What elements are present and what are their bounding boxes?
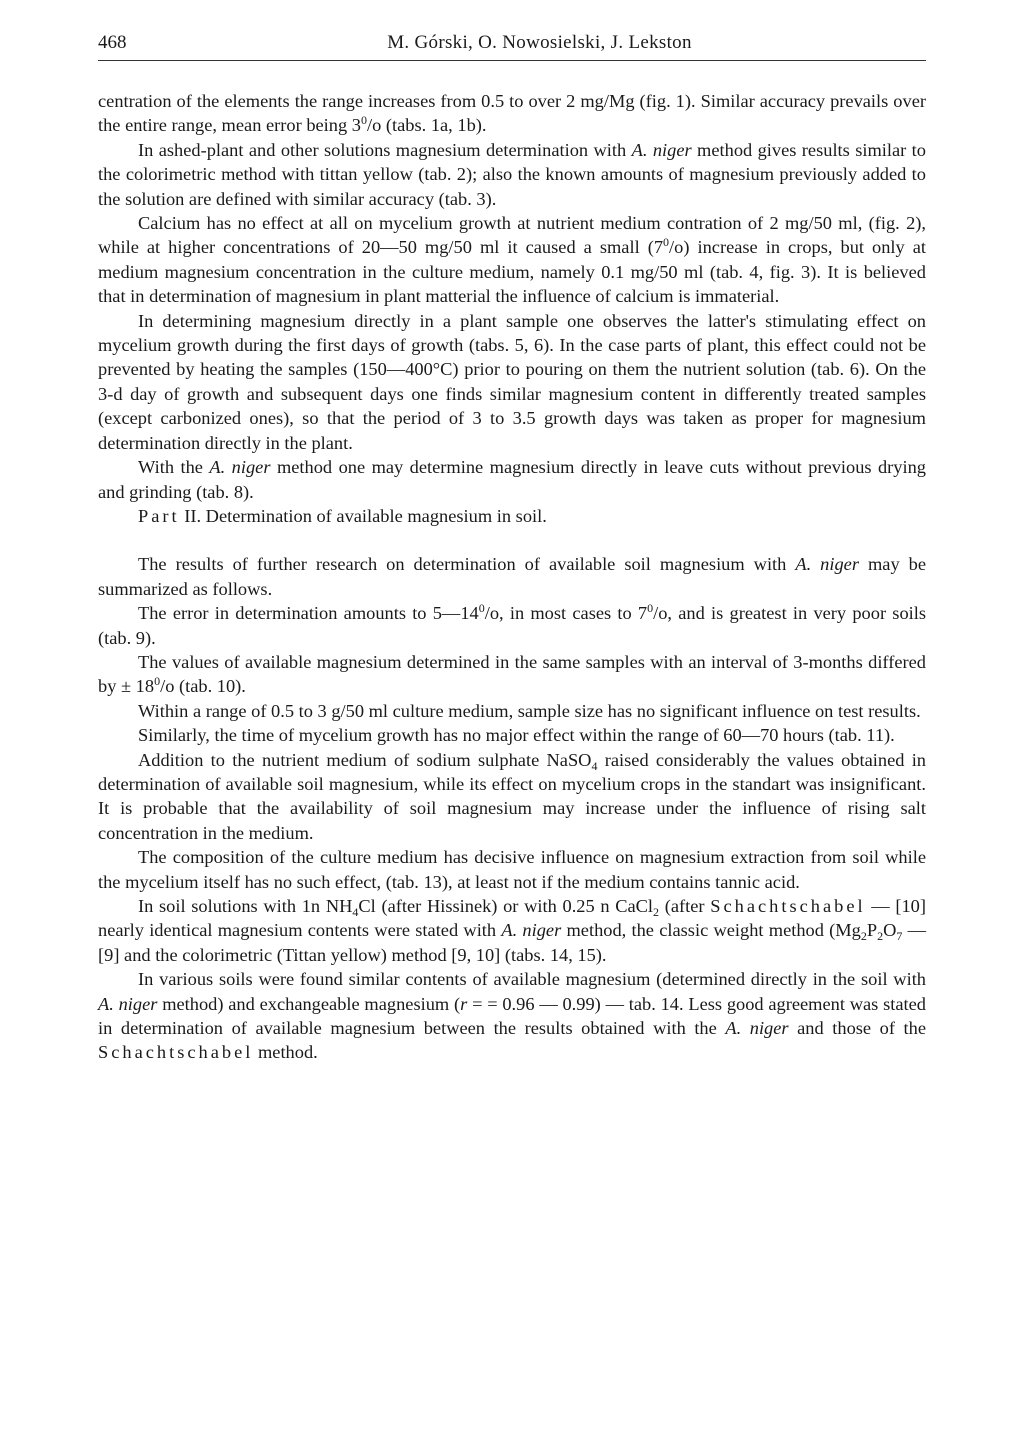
text-segment: With the bbox=[138, 457, 210, 478]
text-segment: Within a range of 0.5 to 3 g/50 ml culture medium, sample size has no significant influence on test results. bbox=[138, 700, 921, 721]
text-segment: method gives results similar to the colorimetric method with tittan yellow (tab. 2); also the known amounts of magnesium previously added to the solution are defined with similar accuracy (tab. 3). bbox=[98, 139, 926, 209]
running-head-authors: M. Górski, O. Nowosielski, J. Lekston bbox=[387, 32, 692, 53]
text-segment: P bbox=[866, 920, 878, 941]
paragraph bbox=[98, 309, 926, 455]
text-segment: In determining magnesium directly in a plant sample one observes the latter's stimulating effect on mycelium growth during the first days of growth (tabs. 5, 6). In the case parts of plant, this effect could not be prevented by heating the samples (150—400°C) prior to pouring on them the nutrient solution (tab. 6). On the 3-d day of growth and subsequent days one finds similar magnesium content in differently treated samples (except carbonized ones), so that the period of 3 to 3.5 growth days was taken as proper for magnesium determination directly in the plant. bbox=[98, 310, 926, 453]
article-body bbox=[98, 89, 926, 1065]
section-title: II. Determination of available magnesium in soil. bbox=[179, 505, 547, 526]
paragraph bbox=[98, 967, 926, 1065]
text-segment: = = 0.96 — 0.99) — tab. 14. Less good agreement was stated in determination of available magnesium between the results obtained with the bbox=[98, 993, 926, 1039]
paragraph bbox=[98, 748, 926, 846]
text-segment: O bbox=[883, 920, 897, 941]
text-segment: Calcium has no effect at all on mycelium growth at nutrient medium contration of 2 mg/50 ml, (fig. 2), while at higher concentrations of 20—50 mg/50 ml it caused a small (7 bbox=[98, 213, 926, 258]
text-segment: In various soils were found similar contents of available magnesium (determined directly in the soil with bbox=[138, 969, 926, 990]
text-segment: 2 bbox=[877, 929, 884, 944]
paragraph bbox=[98, 552, 926, 601]
text-segment: method one may determine magnesium directly in leave cuts without previous drying and grinding (tab. 8). bbox=[98, 457, 927, 502]
text-segment: may be summarized as follows. bbox=[98, 554, 926, 599]
text-segment: 0 bbox=[663, 235, 670, 250]
paragraph bbox=[98, 845, 926, 894]
species-name: r bbox=[460, 993, 468, 1014]
text-segment: /o, in most cases to 7 bbox=[484, 603, 648, 624]
paragraph bbox=[98, 601, 926, 650]
text-segment: 2 bbox=[653, 905, 660, 919]
text-segment: /o (tabs. 1a, 1b). bbox=[366, 115, 487, 136]
text-segment: centration of the elements the range increases from 0.5 to over 2 mg/Mg (fig. 1). Similar accuracy prevails over the entire range, mean error being 3 bbox=[98, 91, 926, 136]
species-name: A. niger bbox=[725, 1018, 789, 1039]
text-segment: 0 bbox=[154, 674, 161, 689]
species-name: A. niger bbox=[209, 457, 271, 478]
text-segment: 4 bbox=[591, 758, 598, 773]
paragraph bbox=[98, 455, 926, 504]
section-part-label: Part bbox=[138, 505, 180, 526]
text-segment: The values of available magnesium determined in the same samples with an interval of 3-months differed by ± 18 bbox=[98, 651, 926, 697]
species-name: A. niger bbox=[501, 920, 562, 941]
text-segment: The results of further research on determination of available soil magnesium with bbox=[138, 554, 796, 575]
text-segment: method. bbox=[253, 1042, 318, 1063]
running-header bbox=[98, 30, 926, 61]
text-segment: Similarly, the time of mycelium growth has no major effect within the range of 60—70 hours (tab. 11). bbox=[138, 725, 895, 746]
text-segment: /o (tab. 10). bbox=[160, 676, 246, 697]
page-number: 468 bbox=[98, 32, 127, 53]
text-segment: Addition to the nutrient medium of sodium sulphate NaSO bbox=[138, 749, 592, 770]
author-name: Schachtschabel bbox=[98, 1042, 254, 1063]
paragraph bbox=[98, 138, 926, 211]
text-segment: 0 bbox=[360, 113, 367, 128]
text-segment: /o) increase in crops, but only at medium magnesium concentration in the culture medium, namely 0.1 mg/50 ml (tab. 4, fig. 3). It is believed that in determination of magnesium in plant matterial the influence of calcium is immaterial. bbox=[98, 237, 926, 307]
text-segment: and those of the bbox=[788, 1018, 926, 1039]
text-segment: — [9] and the colorimetric (Tittan yellow) method [9, 10] (tabs. 14, 15). bbox=[98, 920, 927, 965]
species-name: A. niger bbox=[631, 139, 692, 160]
text-segment: 4 bbox=[352, 905, 359, 919]
text-segment: method, the classic weight method (Mg bbox=[561, 920, 861, 941]
text-segment: (after bbox=[659, 896, 711, 916]
paragraph bbox=[98, 650, 926, 699]
section-heading bbox=[98, 504, 926, 528]
paragraph bbox=[98, 211, 926, 309]
text-segment: raised considerably the values obtained in determination of available soil magnesium, while its effect on mycelium crops in the standart was insignificant. It is probable that the availability of soil magnesium may increase under the influence of rising salt concentration in the medium. bbox=[98, 749, 927, 843]
part-one-text bbox=[98, 89, 926, 504]
author-name: Schachtschabel bbox=[710, 896, 866, 916]
paragraph bbox=[98, 723, 926, 747]
text-segment: The composition of the culture medium has decisive influence on magnesium extraction from soil while the mycelium itself has no such effect, (tab. 13), at least not if the medium contains tannic acid. bbox=[98, 847, 926, 892]
species-name: A. niger bbox=[98, 993, 158, 1014]
text-segment: 0 bbox=[478, 601, 485, 615]
text-segment: method) and exchangeable magnesium ( bbox=[157, 993, 461, 1014]
text-segment: The error in determination amounts to 5—14 bbox=[138, 603, 479, 624]
text-segment: 0 bbox=[647, 601, 654, 615]
text-segment: In soil solutions with 1n NH bbox=[138, 896, 353, 916]
paragraph bbox=[98, 89, 926, 138]
text-segment: In ashed-plant and other solutions magnesium determination with bbox=[138, 139, 632, 160]
text-segment: 2 bbox=[860, 929, 867, 944]
species-name: A. niger bbox=[795, 554, 859, 575]
text-segment: /o, and is greatest in very poor soils (tab. 9). bbox=[98, 603, 927, 648]
paragraph bbox=[98, 699, 926, 723]
part-two-text bbox=[98, 552, 926, 1065]
paragraph bbox=[98, 894, 926, 967]
text-segment: 7 bbox=[896, 929, 903, 944]
text-segment: Cl (after Hissinek) or with 0.25 n CaCl bbox=[358, 896, 654, 916]
text-segment: — [10] nearly identical magnesium contents were stated with bbox=[98, 896, 927, 941]
